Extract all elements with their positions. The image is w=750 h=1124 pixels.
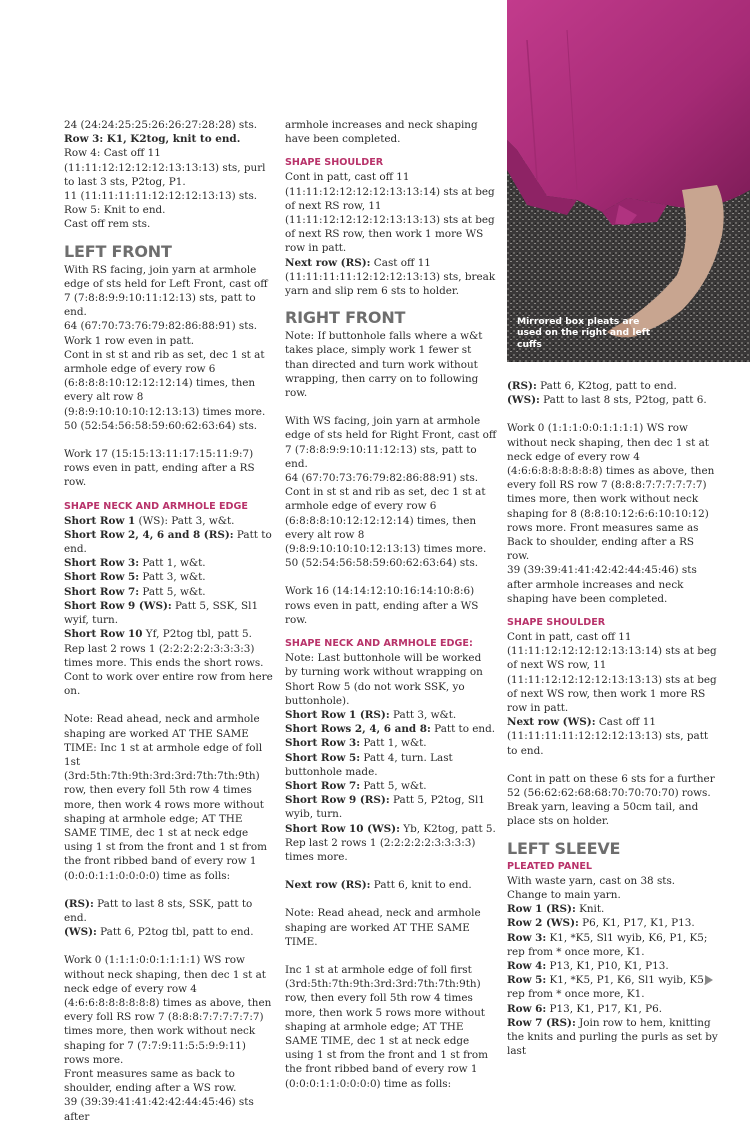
text-line: Note: Last buttonhole will be worked by turning work without wrapping on Short Row 5 (do not work SSK, yo buttonhole). [285,652,483,707]
instruction-row: Short Row 1 (RS): Patt 3, w&t. [285,708,457,721]
instruction-row: Short Row 2, 4, 6 and 8 (RS): Patt to end. [64,528,272,556]
text-line: Work 0 (1:1:1:0:0:1:1:1:1) WS row without neck shaping, then dec 1 st at neck edge of every row 4 (4:6:6:8:8:8:8:8:8) times as above, then every foll RS row 7 (8:8:8:7:7:7:7:7:7) times more, then work without neck shaping for 7 (7:7:9:11:5:5:9:9:11) rows more. [64,954,272,1066]
section-heading-left-sleeve: LEFT SLEEVE [507,838,621,858]
instruction-row: (RS): Patt 6, K2tog, patt to end. [507,380,677,392]
instruction-row: Short Row 9 (WS): Patt 5, SSK, Sl1 wyif, turn. [64,599,259,627]
column-3 [507,379,719,1058]
instruction-row: Short Row 5: Patt 4, turn. Last buttonhole made. [285,751,453,778]
instruction-row: (WS): Patt 6, P2tog tbl, patt to end. [64,926,254,939]
instruction-row: Short Row 10 Yf, P2tog tbl, patt 5. [64,628,252,641]
instruction-row: (RS): Patt to last 8 sts, SSK, patt to end. [64,897,253,924]
section-heading-right-front: RIGHT FRONT [285,308,406,328]
text-line: Note: Read ahead, neck and armhole shaping are worked AT THE SAME TIME: Inc 1 st at armhole edge of foll 1st (3rd:5th:7th:9th:3rd:3rd:7th:7th:9th) row, then every foll 5th row 4 times more, then work 4 rows more without shaping at armhole edge; AT THE SAME TIME, dec 1 st at neck edge using 1 st from the front and 1 st from the front ribbed band of every row 1 (0:0:0:1:1:0:0:0:0) time as folls: [64,713,267,882]
instruction-row: Short Row 7: Patt 5, w&t. [64,585,206,598]
text-line: Cont in st st and rib as set, dec 1 st at armhole edge of every row 6 (6:8:8:8:10:12:12:12:14) times, then every alt row 8 (9:8:9:10:10:10:12:13:13) times more. [64,348,266,418]
text-line: 39 (39:39:41:41:42:42:44:45:46) sts after [64,1096,254,1123]
text-line: 50 (52:54:56:58:59:60:62:63:64) sts. [285,557,479,570]
text-line: Row 4: Cast off 11 (11:11:12:12:12:12:13:13:13) sts, purl to last 3 sts, P2tog, P1. [64,147,266,188]
text-line: Change to main yarn. [507,888,621,901]
instruction-row: Next row (RS): Cast off 11 (11:11:11:11:12:12:12:13:13) sts, break yarn and slip rem 6 sts to holder. [285,256,496,298]
instruction-row: Next row (RS): Patt 6, knit to end. [285,879,472,892]
subheading-shape-shoulder: SHAPE SHOULDER [285,157,384,169]
instruction-row: Row 3: K1, *K5, Sl1 wyib, K6, P1, K5; rep from * once more, K1. [507,931,708,958]
text-line: Rep last 2 rows 1 (2:2:2:2:2:3:3:3:3) times more. [285,836,476,863]
instruction-row: Short Row 1 (WS): Patt 3, w&t. [64,514,235,527]
instruction-row: Row 4: P13, K1, P10, K1, P13. [507,959,669,972]
text-line: Cast off rem sts. [64,218,151,231]
text-line: 24 (24:24:25:25:26:26:27:28:28) sts. [64,119,258,131]
column-1 [64,118,274,1124]
column-2 [285,118,497,1091]
subheading-shape-shoulder: SHAPE SHOULDER [507,617,606,629]
instruction-row: Short Rows 2, 4, 6 and 8: Patt to end. [285,723,496,736]
instruction-row: Row 6: P13, K1, P17, K1, P6. [507,1002,663,1015]
instruction-row: Next row (WS): Cast off 11 (11:11:11:11:12:12:12:13:13) sts, patt to end. [507,716,709,757]
instruction-row: Short Row 3: Patt 1, w&t. [64,557,206,570]
text-line: Cont in patt, cast off 11 (11:11:12:12:12:12:13:13:14) sts at beg of next RS row, 11 (11:11:12:12:12:12:13:13:13) sts at beg of next RS row, then work 1 more WS row in patt. [285,171,495,255]
instruction-row: Row 1 (RS): Knit. [507,903,605,916]
text-line: 39 (39:39:41:41:42:42:44:45:46) sts after armhole increases and neck shaping have been completed. [507,564,697,605]
section-heading-left-front: LEFT FRONT [64,241,172,261]
text-line: Work 16 (14:14:12:10:16:14:10:8:6) rows even in patt, ending after a WS row. [285,585,479,626]
text-line: With waste yarn, cast on 38 sts. [507,874,676,887]
instruction-row: Short Row 7: Patt 5, w&t. [285,779,427,792]
text-line: 64 (67:70:73:76:79:82:86:88:91) sts. [285,472,479,485]
text-line: Note: Read ahead, neck and armhole shaping are worked AT THE SAME TIME. [285,907,481,948]
instruction-row: Short Row 9 (RS): Patt 5, P2tog, Sl1 wyib, turn. [285,794,485,821]
text-line: With WS facing, join yarn at armhole edge of sts held for Right Front, cast off 7 (7:8:8:9:9:10:11:12:13) sts, patt to end. [285,415,497,470]
text-line: 50 (52:54:56:58:59:60:62:63:64) sts. [64,419,258,432]
text-line: armhole increases and neck shaping have been completed. [285,119,478,146]
instruction-row: (WS): Patt to last 8 sts, P2tog, patt 6. [507,394,707,407]
instruction-row: Short Row 3: Patt 1, w&t. [285,737,427,750]
instruction-row: Short Row 5: Patt 3, w&t. [64,571,206,584]
photo-caption: Mirrored box pleats are used on the right and left cuffs [517,315,651,350]
text-line: Rep last 2 rows 1 (2:2:2:2:2:3:3:3:3) times more. This ends the short rows. Cont to work over entire row from here on. [64,642,273,698]
subheading-shape-neck: SHAPE NECK AND ARMHOLE EDGE: [285,638,473,650]
continue-arrow-icon [705,975,713,985]
text-line: Inc 1 st at armhole edge of foll first (3rd:5th:7th:9th:3rd:3rd:7th:7th:9th) row, then every foll 5th row 4 times more, then work 5 rows more without shaping at armhole edge; AT THE SAME TIME, dec 1 st at neck edge using 1 st from the front and 1 st from the front ribbed band of every row 1 (0:0:0:1:1:0:0:0:0) time as folls: [285,963,488,1090]
text-line: 11 (11:11:11:11:12:12:12:13:13) sts. [64,190,258,203]
text-line: Cont in patt on these 6 sts for a further 52 (56:62:62:68:68:70:70:70:70) rows. Break yarn, leaving a 50cm tail, and place sts on holder. [507,772,715,828]
cardigan-photo [507,0,750,362]
subheading-pleated-panel: PLEATED PANEL [507,860,593,872]
text-line: Row 5: Knit to end. [64,204,166,217]
instruction-row: Row 2 (WS): P6, K1, P17, K1, P13. [507,917,695,930]
text-line: Work 0 (1:1:1:0:0:1:1:1:1) WS row without neck shaping, then dec 1 st at neck edge of every row 4 (4:6:6:8:8:8:8:8:8) times as above, then every foll RS row 7 (8:8:8:7:7:7:7:7:7) times more, then work without neck shaping for 8 (8:8:10:12:6:6:10:10:12) rows more. Front measures same as Back to shoulder, ending after a RS row. [507,422,715,563]
cardigan-illustration [507,0,750,362]
text-line: Work 1 row even in patt. [64,334,195,347]
text-line: 64 (67:70:73:76:79:82:86:88:91) sts. [64,320,258,333]
text-line: Cont in st st and rib as set, dec 1 st at armhole edge of every row 6 (6:8:8:8:10:12:12:12:14) times, then every alt row 8 (9:8:9:10:10:10:12:13:13) times more. [285,486,487,556]
text-line: Row 3: K1, K2tog, knit to end. [64,133,241,146]
subheading-shape-neck: SHAPE NECK AND ARMHOLE EDGE [64,500,248,512]
instruction-row: Row 5: K1, *K5, P1, K6, Sl1 wyib, K5; rep from * once more, K1. [507,974,708,1001]
instruction-row: Short Row 10 (WS): Yb, K2tog, patt 5. [285,822,496,835]
text-line: With RS facing, join yarn at armhole edge of sts held for Left Front, cast off 7 (7:8:8:9:9:10:11:12:13) sts, patt to end. [64,263,268,319]
instruction-row: Row 7 (RS): Join row to hem, knitting the knits and purling the purls as set by last [507,1016,718,1058]
text-line: Note: If buttonhole falls where a w&t takes place, simply work 1 fewer st than directed and turn work without wrapping, then carry on to following row. [285,330,483,400]
text-line: Work 17 (15:15:13:11:17:15:11:9:7) rows even in patt, ending after a RS row. [64,448,255,489]
text-line: Cont in patt, cast off 11 (11:11:12:12:12:12:13:13:14) sts at beg of next WS row, 11 (11:11:12:12:12:12:13:13:13) sts at beg of next WS row, then work 1 more RS row in patt. [507,631,717,715]
text-line: Front measures same as back to shoulder, ending after a WS row. [64,1067,237,1095]
